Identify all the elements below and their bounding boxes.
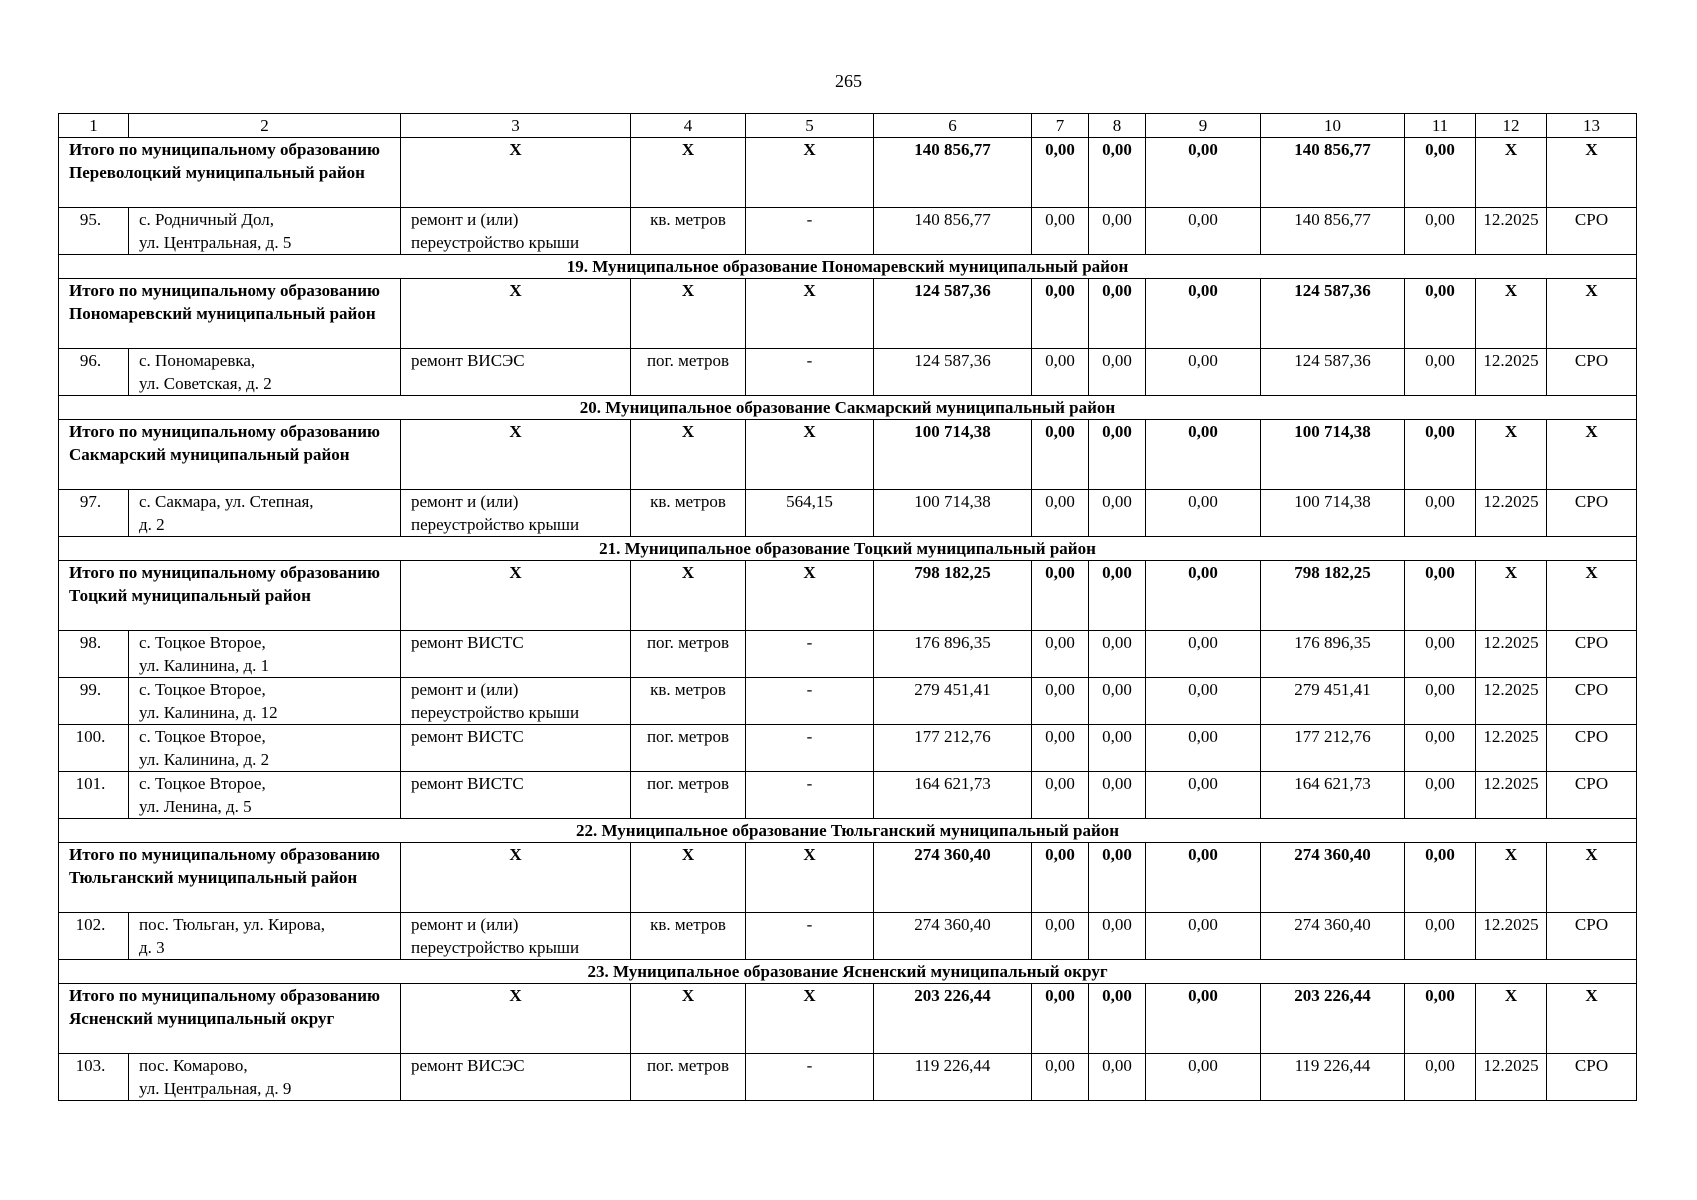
row-number: 102. bbox=[59, 913, 129, 960]
row-work-type: ремонт и (или) переустройство крыши bbox=[401, 913, 631, 960]
row-quantity: - bbox=[746, 349, 874, 396]
total-c7: 0,00 bbox=[1032, 420, 1089, 490]
row-c6: 177 212,76 bbox=[874, 725, 1032, 772]
total-c10: 274 360,40 bbox=[1261, 843, 1405, 913]
total-c9: 0,00 bbox=[1146, 279, 1261, 349]
total-c11: 0,00 bbox=[1405, 279, 1476, 349]
row-work-type: ремонт и (или) переустройство крыши bbox=[401, 208, 631, 255]
total-c3: X bbox=[401, 843, 631, 913]
row-c11: 0,00 bbox=[1405, 208, 1476, 255]
row-c10: 124 587,36 bbox=[1261, 349, 1405, 396]
total-c12: X bbox=[1476, 138, 1547, 208]
row-deadline: 12.2025 bbox=[1476, 725, 1547, 772]
total-c7: 0,00 bbox=[1032, 984, 1089, 1054]
total-c9: 0,00 bbox=[1146, 420, 1261, 490]
row-c8: 0,00 bbox=[1089, 208, 1146, 255]
row-c11: 0,00 bbox=[1405, 1054, 1476, 1101]
total-row bbox=[59, 561, 1637, 631]
column-header-6: 6 bbox=[874, 114, 1032, 138]
section-title-row bbox=[59, 960, 1637, 984]
total-c3: X bbox=[401, 420, 631, 490]
row-address: с. Тоцкое Второе, ул. Калинина, д. 1 bbox=[129, 631, 401, 678]
row-deadline: 12.2025 bbox=[1476, 490, 1547, 537]
total-c7: 0,00 bbox=[1032, 561, 1089, 631]
total-c3: X bbox=[401, 279, 631, 349]
row-c9: 0,00 bbox=[1146, 208, 1261, 255]
section-title-row bbox=[59, 819, 1637, 843]
total-c5: X bbox=[746, 420, 874, 490]
total-c8: 0,00 bbox=[1089, 843, 1146, 913]
row-c7: 0,00 bbox=[1032, 725, 1089, 772]
row-unit: пог. метров bbox=[631, 631, 746, 678]
total-c11: 0,00 bbox=[1405, 843, 1476, 913]
section-title: 22. Муниципальное образование Тюльганский муниципальный район bbox=[59, 819, 1637, 843]
column-header-4: 4 bbox=[631, 114, 746, 138]
total-c13: X bbox=[1547, 561, 1637, 631]
total-c10: 124 587,36 bbox=[1261, 279, 1405, 349]
total-c7: 0,00 bbox=[1032, 138, 1089, 208]
row-c10: 119 226,44 bbox=[1261, 1054, 1405, 1101]
row-deadline: 12.2025 bbox=[1476, 913, 1547, 960]
row-c7: 0,00 bbox=[1032, 208, 1089, 255]
total-c13: X bbox=[1547, 138, 1637, 208]
row-c6: 124 587,36 bbox=[874, 349, 1032, 396]
row-contractor: СРО bbox=[1547, 678, 1637, 725]
row-deadline: 12.2025 bbox=[1476, 349, 1547, 396]
row-unit: пог. метров bbox=[631, 725, 746, 772]
row-number: 101. bbox=[59, 772, 129, 819]
row-unit: пог. метров bbox=[631, 772, 746, 819]
row-contractor: СРО bbox=[1547, 772, 1637, 819]
total-c3: X bbox=[401, 138, 631, 208]
page-number: 265 bbox=[835, 71, 862, 91]
table-row bbox=[59, 725, 1637, 772]
total-row bbox=[59, 138, 1637, 208]
row-c9: 0,00 bbox=[1146, 772, 1261, 819]
column-header-10: 10 bbox=[1261, 114, 1405, 138]
total-c7: 0,00 bbox=[1032, 843, 1089, 913]
row-c8: 0,00 bbox=[1089, 349, 1146, 396]
section-title-row bbox=[59, 396, 1637, 420]
table-row bbox=[59, 349, 1637, 396]
row-c7: 0,00 bbox=[1032, 678, 1089, 725]
row-number: 99. bbox=[59, 678, 129, 725]
row-unit: пог. метров bbox=[631, 349, 746, 396]
total-c6: 124 587,36 bbox=[874, 279, 1032, 349]
row-c6: 119 226,44 bbox=[874, 1054, 1032, 1101]
total-c12: X bbox=[1476, 561, 1547, 631]
row-c7: 0,00 bbox=[1032, 490, 1089, 537]
row-c8: 0,00 bbox=[1089, 913, 1146, 960]
column-number-row bbox=[59, 114, 1637, 138]
row-quantity: 564,15 bbox=[746, 490, 874, 537]
row-address: с. Родничный Дол, ул. Центральная, д. 5 bbox=[129, 208, 401, 255]
row-c7: 0,00 bbox=[1032, 1054, 1089, 1101]
row-c8: 0,00 bbox=[1089, 631, 1146, 678]
total-c9: 0,00 bbox=[1146, 984, 1261, 1054]
row-number: 103. bbox=[59, 1054, 129, 1101]
row-address: с. Тоцкое Второе, ул. Ленина, д. 5 bbox=[129, 772, 401, 819]
row-c9: 0,00 bbox=[1146, 1054, 1261, 1101]
row-unit: кв. метров bbox=[631, 490, 746, 537]
total-row bbox=[59, 984, 1637, 1054]
total-c6: 140 856,77 bbox=[874, 138, 1032, 208]
row-quantity: - bbox=[746, 913, 874, 960]
total-c9: 0,00 bbox=[1146, 843, 1261, 913]
total-c10: 203 226,44 bbox=[1261, 984, 1405, 1054]
total-c6: 274 360,40 bbox=[874, 843, 1032, 913]
row-c7: 0,00 bbox=[1032, 631, 1089, 678]
row-c11: 0,00 bbox=[1405, 772, 1476, 819]
row-unit: кв. метров bbox=[631, 678, 746, 725]
total-c7: 0,00 bbox=[1032, 279, 1089, 349]
row-quantity: - bbox=[746, 631, 874, 678]
column-header-12: 12 bbox=[1476, 114, 1547, 138]
row-c6: 274 360,40 bbox=[874, 913, 1032, 960]
row-c6: 140 856,77 bbox=[874, 208, 1032, 255]
row-address: пос. Комарово, ул. Центральная, д. 9 bbox=[129, 1054, 401, 1101]
row-unit: кв. метров bbox=[631, 913, 746, 960]
row-c10: 164 621,73 bbox=[1261, 772, 1405, 819]
total-c10: 798 182,25 bbox=[1261, 561, 1405, 631]
row-work-type: ремонт и (или) переустройство крыши bbox=[401, 678, 631, 725]
row-c11: 0,00 bbox=[1405, 913, 1476, 960]
column-header-1: 1 bbox=[59, 114, 129, 138]
repair-schedule-table bbox=[58, 113, 1637, 1101]
table-body bbox=[59, 114, 1637, 1101]
total-c6: 203 226,44 bbox=[874, 984, 1032, 1054]
total-c5: X bbox=[746, 561, 874, 631]
total-row bbox=[59, 843, 1637, 913]
total-c8: 0,00 bbox=[1089, 561, 1146, 631]
table-row bbox=[59, 631, 1637, 678]
row-c10: 176 896,35 bbox=[1261, 631, 1405, 678]
total-label: Итого по муниципальному образованию Пономаревский муниципальный район bbox=[59, 279, 401, 349]
total-c8: 0,00 bbox=[1089, 420, 1146, 490]
row-c9: 0,00 bbox=[1146, 678, 1261, 725]
column-header-7: 7 bbox=[1032, 114, 1089, 138]
total-c11: 0,00 bbox=[1405, 138, 1476, 208]
row-c6: 100 714,38 bbox=[874, 490, 1032, 537]
row-c11: 0,00 bbox=[1405, 725, 1476, 772]
row-c9: 0,00 bbox=[1146, 725, 1261, 772]
total-c5: X bbox=[746, 843, 874, 913]
row-work-type: ремонт ВИСЭС bbox=[401, 1054, 631, 1101]
row-contractor: СРО bbox=[1547, 1054, 1637, 1101]
row-c10: 279 451,41 bbox=[1261, 678, 1405, 725]
total-label: Итого по муниципальному образованию Сакмарский муниципальный район bbox=[59, 420, 401, 490]
row-unit: кв. метров bbox=[631, 208, 746, 255]
row-work-type: ремонт ВИСЭС bbox=[401, 349, 631, 396]
total-c6: 798 182,25 bbox=[874, 561, 1032, 631]
row-address: с. Тоцкое Второе, ул. Калинина, д. 2 bbox=[129, 725, 401, 772]
total-c10: 140 856,77 bbox=[1261, 138, 1405, 208]
total-c9: 0,00 bbox=[1146, 138, 1261, 208]
total-c5: X bbox=[746, 138, 874, 208]
row-contractor: СРО bbox=[1547, 725, 1637, 772]
row-c7: 0,00 bbox=[1032, 349, 1089, 396]
total-c9: 0,00 bbox=[1146, 561, 1261, 631]
total-label: Итого по муниципальному образованию Ясненский муниципальный округ bbox=[59, 984, 401, 1054]
total-c4: X bbox=[631, 984, 746, 1054]
total-c10: 100 714,38 bbox=[1261, 420, 1405, 490]
total-c12: X bbox=[1476, 279, 1547, 349]
row-contractor: СРО bbox=[1547, 349, 1637, 396]
total-row bbox=[59, 279, 1637, 349]
row-c9: 0,00 bbox=[1146, 349, 1261, 396]
section-title: 23. Муниципальное образование Ясненский муниципальный округ bbox=[59, 960, 1637, 984]
total-c8: 0,00 bbox=[1089, 279, 1146, 349]
total-c4: X bbox=[631, 420, 746, 490]
total-c13: X bbox=[1547, 279, 1637, 349]
total-label: Итого по муниципальному образованию Переволоцкий муниципальный район bbox=[59, 138, 401, 208]
row-c10: 274 360,40 bbox=[1261, 913, 1405, 960]
row-address: с. Сакмара, ул. Степная, д. 2 bbox=[129, 490, 401, 537]
row-c8: 0,00 bbox=[1089, 1054, 1146, 1101]
column-header-2: 2 bbox=[129, 114, 401, 138]
table-row bbox=[59, 678, 1637, 725]
total-c4: X bbox=[631, 843, 746, 913]
row-contractor: СРО bbox=[1547, 631, 1637, 678]
total-c5: X bbox=[746, 279, 874, 349]
row-c11: 0,00 bbox=[1405, 678, 1476, 725]
total-c4: X bbox=[631, 561, 746, 631]
total-c13: X bbox=[1547, 984, 1637, 1054]
row-c8: 0,00 bbox=[1089, 490, 1146, 537]
total-c12: X bbox=[1476, 843, 1547, 913]
row-c10: 100 714,38 bbox=[1261, 490, 1405, 537]
column-header-5: 5 bbox=[746, 114, 874, 138]
row-quantity: - bbox=[746, 678, 874, 725]
row-deadline: 12.2025 bbox=[1476, 1054, 1547, 1101]
table-row bbox=[59, 490, 1637, 537]
column-header-3: 3 bbox=[401, 114, 631, 138]
row-c6: 176 896,35 bbox=[874, 631, 1032, 678]
total-c4: X bbox=[631, 138, 746, 208]
row-contractor: СРО bbox=[1547, 208, 1637, 255]
row-c11: 0,00 bbox=[1405, 349, 1476, 396]
row-c9: 0,00 bbox=[1146, 490, 1261, 537]
column-header-11: 11 bbox=[1405, 114, 1476, 138]
row-c7: 0,00 bbox=[1032, 913, 1089, 960]
row-address: пос. Тюльган, ул. Кирова, д. 3 bbox=[129, 913, 401, 960]
row-work-type: ремонт ВИСТС bbox=[401, 631, 631, 678]
row-work-type: ремонт и (или) переустройство крыши bbox=[401, 490, 631, 537]
table-row bbox=[59, 913, 1637, 960]
row-c6: 164 621,73 bbox=[874, 772, 1032, 819]
total-c3: X bbox=[401, 561, 631, 631]
row-number: 97. bbox=[59, 490, 129, 537]
total-c12: X bbox=[1476, 420, 1547, 490]
table-row bbox=[59, 772, 1637, 819]
row-quantity: - bbox=[746, 1054, 874, 1101]
row-work-type: ремонт ВИСТС bbox=[401, 772, 631, 819]
total-c11: 0,00 bbox=[1405, 984, 1476, 1054]
row-number: 100. bbox=[59, 725, 129, 772]
row-address: с. Тоцкое Второе, ул. Калинина, д. 12 bbox=[129, 678, 401, 725]
row-deadline: 12.2025 bbox=[1476, 631, 1547, 678]
row-address: с. Пономаревка, ул. Советская, д. 2 bbox=[129, 349, 401, 396]
row-c10: 177 212,76 bbox=[1261, 725, 1405, 772]
section-title: 19. Муниципальное образование Пономаревский муниципальный район bbox=[59, 255, 1637, 279]
row-c8: 0,00 bbox=[1089, 678, 1146, 725]
row-c10: 140 856,77 bbox=[1261, 208, 1405, 255]
row-unit: пог. метров bbox=[631, 1054, 746, 1101]
row-quantity: - bbox=[746, 208, 874, 255]
section-title: 21. Муниципальное образование Тоцкий муниципальный район bbox=[59, 537, 1637, 561]
total-c11: 0,00 bbox=[1405, 561, 1476, 631]
column-header-8: 8 bbox=[1089, 114, 1146, 138]
total-row bbox=[59, 420, 1637, 490]
row-deadline: 12.2025 bbox=[1476, 208, 1547, 255]
row-c9: 0,00 bbox=[1146, 631, 1261, 678]
row-deadline: 12.2025 bbox=[1476, 772, 1547, 819]
row-quantity: - bbox=[746, 725, 874, 772]
row-c11: 0,00 bbox=[1405, 490, 1476, 537]
total-c8: 0,00 bbox=[1089, 138, 1146, 208]
total-label: Итого по муниципальному образованию Тоцкий муниципальный район bbox=[59, 561, 401, 631]
section-title-row bbox=[59, 537, 1637, 561]
total-c5: X bbox=[746, 984, 874, 1054]
row-contractor: СРО bbox=[1547, 913, 1637, 960]
row-c6: 279 451,41 bbox=[874, 678, 1032, 725]
total-c13: X bbox=[1547, 420, 1637, 490]
row-c9: 0,00 bbox=[1146, 913, 1261, 960]
row-work-type: ремонт ВИСТС bbox=[401, 725, 631, 772]
table-row bbox=[59, 1054, 1637, 1101]
row-c8: 0,00 bbox=[1089, 772, 1146, 819]
total-c3: X bbox=[401, 984, 631, 1054]
column-header-13: 13 bbox=[1547, 114, 1637, 138]
section-title: 20. Муниципальное образование Сакмарский муниципальный район bbox=[59, 396, 1637, 420]
table-row bbox=[59, 208, 1637, 255]
row-number: 95. bbox=[59, 208, 129, 255]
row-contractor: СРО bbox=[1547, 490, 1637, 537]
row-number: 98. bbox=[59, 631, 129, 678]
total-c13: X bbox=[1547, 843, 1637, 913]
total-c11: 0,00 bbox=[1405, 420, 1476, 490]
column-header-9: 9 bbox=[1146, 114, 1261, 138]
total-c8: 0,00 bbox=[1089, 984, 1146, 1054]
row-c11: 0,00 bbox=[1405, 631, 1476, 678]
row-quantity: - bbox=[746, 772, 874, 819]
row-c8: 0,00 bbox=[1089, 725, 1146, 772]
total-c12: X bbox=[1476, 984, 1547, 1054]
row-c7: 0,00 bbox=[1032, 772, 1089, 819]
total-c6: 100 714,38 bbox=[874, 420, 1032, 490]
total-label: Итого по муниципальному образованию Тюльганский муниципальный район bbox=[59, 843, 401, 913]
row-deadline: 12.2025 bbox=[1476, 678, 1547, 725]
row-number: 96. bbox=[59, 349, 129, 396]
total-c4: X bbox=[631, 279, 746, 349]
section-title-row bbox=[59, 255, 1637, 279]
